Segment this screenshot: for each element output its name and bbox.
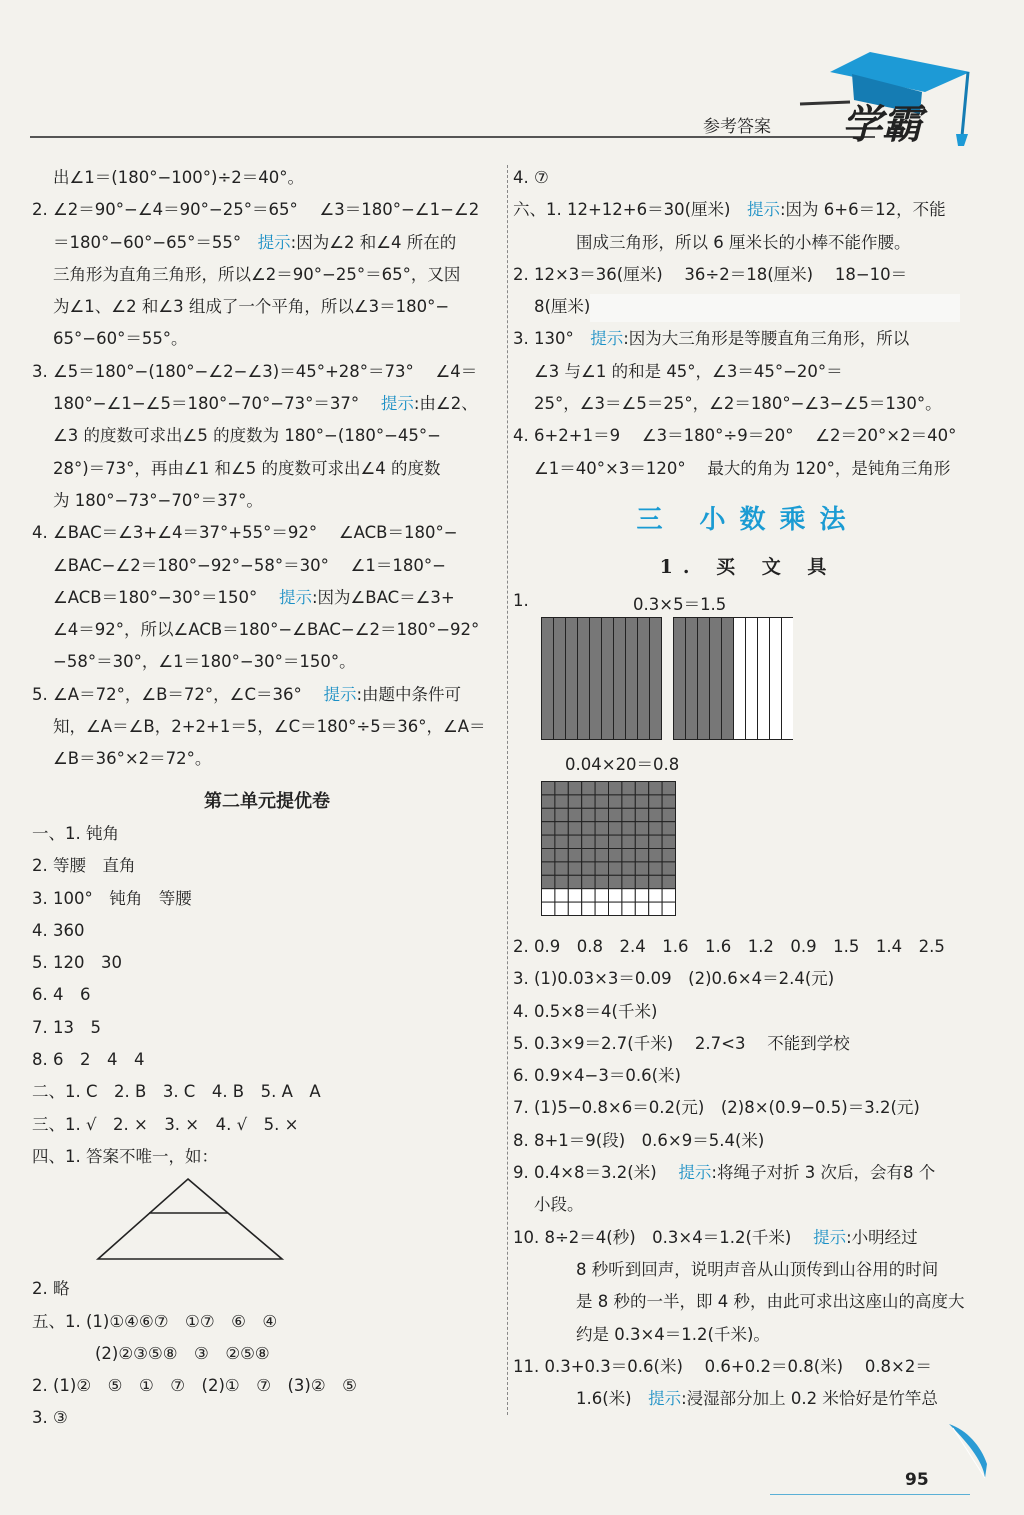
grid-cell xyxy=(542,889,555,902)
answer-text: 一、1. 钝角 xyxy=(32,823,119,843)
grid-cell xyxy=(568,822,581,835)
grid-cell xyxy=(568,795,581,808)
hint-label: 提示 xyxy=(648,1389,682,1409)
answer-line xyxy=(32,291,502,323)
grid-cell xyxy=(542,902,555,915)
grid-cell xyxy=(649,822,662,835)
grid-cell xyxy=(662,889,675,902)
answer-line xyxy=(513,996,983,1028)
answer-text: 8. 6 2 4 4 xyxy=(32,1050,145,1070)
answer-text: ＝180°−60°−65°＝55° xyxy=(53,232,258,252)
grid-cell xyxy=(595,835,608,848)
grid-cell xyxy=(649,795,662,808)
answer-text: 二、1. C 2. B 3. C 4. B 5. A A xyxy=(32,1082,321,1102)
grid-cell xyxy=(555,902,568,915)
grid-cell xyxy=(635,835,648,848)
grid-cell xyxy=(635,848,648,861)
grid-cell xyxy=(582,781,595,794)
answer-text: 3. ③ xyxy=(32,1408,68,1428)
answer-line xyxy=(32,915,502,947)
answer-text: 2. 略 xyxy=(32,1279,70,1299)
grid-cell xyxy=(542,781,555,794)
answer-text: 65°−60°＝55°。 xyxy=(53,329,188,349)
answer-text: 4. ⑦ xyxy=(513,168,549,187)
lesson-title: 1. 买 文 具 xyxy=(659,555,837,578)
answer-line xyxy=(32,1044,502,1076)
grid-cell xyxy=(568,848,581,861)
grid-cell xyxy=(662,902,675,915)
grid-cell xyxy=(555,889,568,902)
grid-cell xyxy=(595,848,608,861)
answer-line xyxy=(32,646,502,678)
grid-cell xyxy=(649,902,662,915)
answer-text: 三角形为直角三角形，所以∠2＝90°−25°＝65°，又因 xyxy=(53,264,461,284)
header-label: 参考答案 xyxy=(703,117,771,137)
answer-text: 2. ∠2＝90°−∠4＝90°−25°＝65° ∠3＝180°−∠1−∠2 xyxy=(32,200,480,220)
grid-cell xyxy=(635,875,648,888)
grid-cell xyxy=(542,795,555,808)
answer-text: 五、1. (1)①④⑥⑦ ①⑦ ⑥ ④ xyxy=(32,1311,278,1331)
answer-line xyxy=(513,1092,983,1124)
hint-text: :因为大三角形是等腰直角三角形，所以 xyxy=(623,329,910,349)
answer-text: 8(厘米) xyxy=(534,297,591,317)
q1-figures xyxy=(513,589,983,931)
hint-label: 提示 xyxy=(590,329,624,349)
hint-text: :由题中条件可 xyxy=(356,684,462,704)
grid-cell xyxy=(649,862,662,875)
answer-text: 知，∠A＝∠B，2+2+1＝5，∠C＝180°÷5＝36°，∠A＝ xyxy=(53,717,486,737)
graduation-cap-logo-icon xyxy=(790,44,980,148)
hundred-grid-diagram xyxy=(541,781,677,917)
blank-box xyxy=(590,294,960,322)
grid-cell xyxy=(622,875,635,888)
triangle-figure xyxy=(32,1173,502,1273)
q1-label: 1. xyxy=(513,590,529,610)
answer-line xyxy=(513,453,983,485)
strip-cell xyxy=(542,617,554,739)
grid-cell xyxy=(542,875,555,888)
answer-text: 出∠1＝(180°−100°)÷2＝40°。 xyxy=(53,168,305,187)
answer-line xyxy=(32,1338,502,1370)
grid-cell xyxy=(622,889,635,902)
strip-diagram xyxy=(541,617,793,741)
strip-cell xyxy=(590,617,602,739)
answer-line xyxy=(513,1254,983,1286)
grid-cell xyxy=(662,848,675,861)
right-answer-block xyxy=(513,162,983,485)
grid-cell xyxy=(568,889,581,902)
answer-line xyxy=(513,1351,983,1383)
grid-cell xyxy=(649,875,662,888)
answer-text: 28°)＝73°，再由∠1 和∠5 的度数可求出∠4 的度数 xyxy=(53,458,441,478)
grid-cell xyxy=(582,835,595,848)
answer-line xyxy=(32,679,502,711)
grid-cell xyxy=(595,808,608,821)
answer-line xyxy=(32,194,502,226)
grid-cell xyxy=(582,862,595,875)
grid-cell xyxy=(635,822,648,835)
q1-equation-b: 0.04×20＝0.8 xyxy=(565,754,680,774)
answer-line xyxy=(32,947,502,979)
answer-line xyxy=(513,963,983,995)
answer-line xyxy=(32,1370,502,1402)
answer-text: 9. 0.4×8＝3.2(米) xyxy=(513,1163,679,1183)
answer-text: ∠1＝40°×3＝120° 最大的角为 120°，是钝角三角形 xyxy=(534,458,951,478)
answer-text: 3. 100° 钝角 等腰 xyxy=(32,888,192,908)
hint-label: 提示 xyxy=(747,200,780,220)
strip-cell xyxy=(770,617,782,739)
strip-cell xyxy=(578,617,590,739)
grid-cell xyxy=(609,822,622,835)
answer-text: (2)②③⑤⑧ ③ ②⑤⑧ xyxy=(95,1343,270,1363)
answer-text: 8. 8+1＝9(段) 0.6×9＝5.4(米) xyxy=(513,1130,765,1150)
grid-cell xyxy=(555,835,568,848)
answer-text: 2. 12×3＝36(厘米) 36÷2＝18(厘米) 18−10＝ xyxy=(513,264,908,284)
answer-line xyxy=(513,194,983,226)
answer-line xyxy=(513,227,983,259)
answer-line xyxy=(32,323,502,355)
answer-line xyxy=(32,711,502,743)
grid-cell xyxy=(555,875,568,888)
grid-cell xyxy=(609,875,622,888)
hint-text: :将绳子对折 3 次后，会有8 个 xyxy=(711,1163,936,1183)
answer-line xyxy=(32,1306,502,1338)
unit-test-answers-2 xyxy=(32,1273,502,1434)
answer-line xyxy=(513,1286,983,1318)
grid-cell xyxy=(582,808,595,821)
grid-cell xyxy=(635,808,648,821)
answer-line xyxy=(32,614,502,646)
strip-cell xyxy=(746,617,758,739)
grid-cell xyxy=(635,889,648,902)
answer-line xyxy=(32,883,502,915)
grid-cell xyxy=(542,808,555,821)
grid-cell xyxy=(542,862,555,875)
answer-text: 5. 120 30 xyxy=(32,953,122,973)
grid-cell xyxy=(555,848,568,861)
grid-cell xyxy=(662,795,675,808)
grid-cell xyxy=(568,835,581,848)
grid-cell xyxy=(635,902,648,915)
strip-cell xyxy=(734,617,746,739)
answer-text: ∠BAC−∠2＝180°−92°−58°＝30° ∠1＝180°− xyxy=(53,555,446,575)
answer-line xyxy=(32,420,502,452)
strip-cell xyxy=(554,617,566,739)
grid-cell xyxy=(609,808,622,821)
grid-cell xyxy=(649,835,662,848)
answer-line xyxy=(513,1028,983,1060)
answer-line xyxy=(513,1157,983,1189)
answer-line xyxy=(32,1273,502,1305)
grid-cell xyxy=(595,862,608,875)
answer-line xyxy=(32,1109,502,1141)
grid-cell xyxy=(595,889,608,902)
answer-text: ∠3 的度数可求出∠5 的度数为 180°−(180°−45°− xyxy=(53,426,441,446)
answer-text: 2. 0.9 0.8 2.4 1.6 1.6 1.2 0.9 1.5 1.4 2.5 xyxy=(513,936,945,956)
answer-line xyxy=(32,1402,502,1434)
lesson-answers xyxy=(513,931,983,1415)
answer-line xyxy=(32,550,502,582)
grid-cell xyxy=(662,835,675,848)
strip-cell xyxy=(566,617,578,739)
answer-line xyxy=(513,1383,983,1415)
grid-cell xyxy=(595,875,608,888)
answer-text: 5. 0.3×9＝2.7(千米) 2.7<3 不能到学校 xyxy=(513,1033,850,1053)
grid-cell xyxy=(582,889,595,902)
left-column xyxy=(32,162,502,1435)
answer-line xyxy=(513,931,983,963)
logo-text: 学霸 xyxy=(842,102,922,148)
column-divider xyxy=(507,165,509,1415)
hint-label: 提示 xyxy=(813,1227,847,1247)
grid-cell xyxy=(622,795,635,808)
chapter-title: 三 小数乘法 xyxy=(636,504,860,535)
grid-cell xyxy=(649,889,662,902)
page-number: 95 xyxy=(905,1470,929,1490)
hint-text: :由∠2、 xyxy=(413,394,478,414)
hint-label: 提示 xyxy=(380,394,414,414)
hint-label: 提示 xyxy=(323,684,357,704)
grid-cell xyxy=(609,889,622,902)
answer-text: −58°＝30°，∠1＝180°−30°＝150°。 xyxy=(53,652,356,672)
footer-rule xyxy=(770,1494,970,1495)
answer-text: ∠B＝36°×2＝72°。 xyxy=(53,749,212,769)
grid-cell xyxy=(649,848,662,861)
answer-text: 是 8 秒的一半，即 4 秒，由此可求出这座山的高度大 xyxy=(576,1292,965,1312)
strip-cell xyxy=(782,617,794,739)
grid-cell xyxy=(582,875,595,888)
answer-text: 4. 0.5×8＝4(千米) xyxy=(513,1001,658,1021)
answer-text: 3. 130° xyxy=(513,329,591,349)
answer-line xyxy=(513,420,983,452)
strip-cell xyxy=(650,617,662,739)
grid-cell xyxy=(555,822,568,835)
grid-cell xyxy=(622,862,635,875)
answer-line xyxy=(513,291,983,323)
answer-text: 6. 0.9×4−3＝0.6(米) xyxy=(513,1066,681,1086)
answer-line xyxy=(513,1060,983,1092)
answer-text: 10. 8÷2＝4(秒) 0.3×4＝1.2(千米) xyxy=(513,1227,814,1247)
answer-line xyxy=(513,356,983,388)
grid-cell xyxy=(542,835,555,848)
grid-cell xyxy=(595,781,608,794)
answer-line xyxy=(32,485,502,517)
hint-label: 提示 xyxy=(678,1163,712,1183)
answer-line xyxy=(32,743,502,775)
answer-text: 11. 0.3+0.3＝0.6(米) 0.6+0.2＝0.8(米) 0.8×2＝ xyxy=(513,1356,932,1376)
answer-text: 4. ∠BAC＝∠3+∠4＝37°+55°＝92° ∠ACB＝180°− xyxy=(32,523,458,543)
right-column xyxy=(513,162,983,1415)
grid-cell xyxy=(662,808,675,821)
strip-cell xyxy=(674,617,686,739)
answer-text: 2. 等腰 直角 xyxy=(32,856,136,876)
answer-line xyxy=(32,259,502,291)
answer-line xyxy=(513,388,983,420)
answer-line xyxy=(32,1012,502,1044)
grid-cell xyxy=(662,875,675,888)
strip-cell xyxy=(638,617,650,739)
answer-text: 围成三角形，所以 6 厘米长的小棒不能作腰。 xyxy=(576,232,911,252)
answer-text: 25°，∠3＝∠5＝25°，∠2＝180°−∠3−∠5＝130°。 xyxy=(534,394,942,414)
grid-cell xyxy=(568,781,581,794)
grid-cell xyxy=(622,822,635,835)
grid-cell xyxy=(568,902,581,915)
answer-line xyxy=(513,323,983,355)
grid-cell xyxy=(595,822,608,835)
answer-line xyxy=(32,979,502,1011)
answer-line xyxy=(32,517,502,549)
answer-line xyxy=(513,1189,983,1221)
answer-text: ∠ACB＝180°−30°＝150° xyxy=(53,587,279,607)
feather-icon xyxy=(945,1420,993,1480)
answer-text: 3. (1)0.03×3＝0.09 (2)0.6×4＝2.4(元) xyxy=(513,969,835,989)
strip-cell xyxy=(758,617,770,739)
answer-line xyxy=(513,1222,983,1254)
answer-text: 180°−∠1−∠5＝180°−70°−73°＝37° xyxy=(53,394,381,414)
answer-text: 1.6(米) xyxy=(576,1389,649,1409)
answer-line xyxy=(513,259,983,291)
answer-text: ∠4＝92°，所以∠ACB＝180°−∠BAC−∠2＝180°−92° xyxy=(53,620,480,640)
grid-cell xyxy=(662,822,675,835)
grid-cell xyxy=(609,781,622,794)
grid-cell xyxy=(555,795,568,808)
grid-cell xyxy=(662,781,675,794)
grid-cell xyxy=(622,902,635,915)
grid-cell xyxy=(609,795,622,808)
answer-text: 7. 13 5 xyxy=(32,1017,101,1037)
strip-cell xyxy=(686,617,698,739)
answer-text: 为∠1、∠2 和∠3 组成了一个平角，所以∠3＝180°− xyxy=(53,297,450,317)
grid-cell xyxy=(622,835,635,848)
grid-cell xyxy=(555,781,568,794)
answer-line xyxy=(32,453,502,485)
answer-text: 5. ∠A＝72°，∠B＝72°，∠C＝36° xyxy=(32,684,324,704)
strip-cell xyxy=(722,617,734,739)
grid-cell xyxy=(542,848,555,861)
hint-label: 提示 xyxy=(278,587,312,607)
grid-cell xyxy=(622,808,635,821)
grid-cell xyxy=(662,862,675,875)
grid-cell xyxy=(582,822,595,835)
section-title: 第二单元提优卷 xyxy=(204,790,330,812)
answer-line xyxy=(32,818,502,850)
hint-text: :因为∠BAC＝∠3+ xyxy=(311,587,455,607)
answer-text: 3. ∠5＝180°−(180°−∠2−∠3)＝45°+28°＝73° ∠4＝ xyxy=(32,361,478,381)
grid-cell xyxy=(609,835,622,848)
hint-text: :因为 6+6＝12，不能 xyxy=(780,200,946,220)
answer-text: 6. 4 6 xyxy=(32,985,91,1005)
answer-line xyxy=(32,227,502,259)
grid-cell xyxy=(555,862,568,875)
answer-text: 六、1. 12+12+6＝30(厘米) xyxy=(513,200,747,220)
answer-text: 小段。 xyxy=(534,1195,584,1215)
strip-cell xyxy=(614,617,626,739)
grid-cell xyxy=(568,862,581,875)
grid-cell xyxy=(649,781,662,794)
hint-label: 提示 xyxy=(257,232,291,252)
strip-cell xyxy=(710,617,722,739)
grid-cell xyxy=(555,808,568,821)
q1-equation-a: 0.3×5＝1.5 xyxy=(633,594,727,614)
strip-cell xyxy=(626,617,638,739)
answer-line xyxy=(32,388,502,420)
grid-cell xyxy=(635,795,648,808)
answer-text: 2. (1)② ⑤ ① ⑦ (2)① ⑦ (3)② ⑤ xyxy=(32,1376,357,1396)
grid-cell xyxy=(609,848,622,861)
hint-text: :因为∠2 和∠4 所在的 xyxy=(290,232,457,252)
answer-line xyxy=(32,582,502,614)
left-answer-block xyxy=(32,162,502,776)
answer-line xyxy=(513,162,983,194)
answer-line xyxy=(32,356,502,388)
grid-cell xyxy=(582,795,595,808)
hint-text: :小明经过 xyxy=(846,1227,918,1247)
grid-cell xyxy=(622,848,635,861)
grid-cell xyxy=(582,848,595,861)
answer-text: 4. 6+2+1＝9 ∠3＝180°÷9＝20° ∠2＝20°×2＝40° xyxy=(513,426,957,446)
answer-text: 约是 0.3×4＝1.2(千米)。 xyxy=(576,1324,770,1344)
answer-text: ∠3 与∠1 的和是 45°，∠3＝45°−20°＝ xyxy=(534,361,843,381)
hint-text: :浸湿部分加上 0.2 米恰好是竹竿总 xyxy=(681,1389,938,1409)
answer-line xyxy=(32,850,502,882)
grid-cell xyxy=(635,862,648,875)
grid-cell xyxy=(582,902,595,915)
answer-text: 7. (1)5−0.8×6＝0.2(元) (2)8×(0.9−0.5)＝3.2(元) xyxy=(513,1098,920,1118)
answer-line xyxy=(513,1319,983,1351)
answer-line xyxy=(32,1076,502,1108)
strip-cell xyxy=(602,617,614,739)
grid-cell xyxy=(595,902,608,915)
grid-cell xyxy=(595,795,608,808)
grid-cell xyxy=(542,822,555,835)
answer-line xyxy=(32,1141,502,1173)
grid-cell xyxy=(568,808,581,821)
answer-text: 为 180°−73°−70°＝37°。 xyxy=(53,490,263,510)
answer-text: 4. 360 xyxy=(32,920,85,940)
grid-cell xyxy=(635,781,648,794)
answer-text: 三、1. √ 2. × 3. × 4. √ 5. × xyxy=(32,1114,299,1134)
strip-cell xyxy=(698,617,710,739)
answer-text: 四、1. 答案不唯一，如： xyxy=(32,1146,218,1166)
grid-cell xyxy=(568,875,581,888)
answer-text: 8 秒听到回声，说明声音从山顶传到山谷用的时间 xyxy=(576,1259,939,1279)
answer-line xyxy=(513,1125,983,1157)
answer-line xyxy=(32,162,502,194)
grid-cell xyxy=(609,862,622,875)
grid-cell xyxy=(622,781,635,794)
grid-cell xyxy=(649,808,662,821)
grid-cell xyxy=(609,902,622,915)
unit-test-answers xyxy=(32,818,502,1173)
